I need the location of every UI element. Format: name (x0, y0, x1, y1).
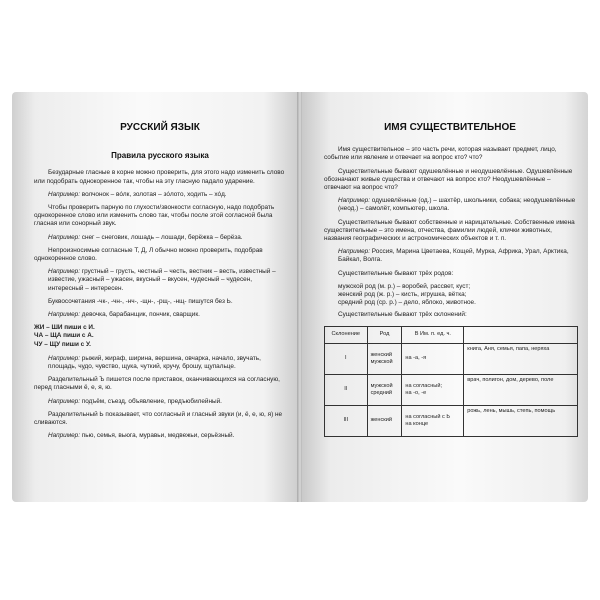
page-title: ИМЯ СУЩЕСТВИТЕЛЬНОЕ (384, 122, 516, 133)
example-line (34, 311, 286, 319)
declension-number: I (325, 343, 368, 374)
declension-number: II (325, 374, 368, 405)
declension-number: III (325, 405, 368, 436)
example-text: рыжий, жираф, ширина, вершина, овчарка, начало, звучать, площадь, чудо, чувство, щука, чуткий, кручу, брошу, щупальце. (48, 354, 261, 371)
table-row (325, 405, 578, 436)
example-line (34, 191, 286, 199)
book-spread (12, 92, 588, 502)
rule-paragraph: Разделительный Ь показывает, что согласный и гласный звуки (и, ё, е, ю, я) не сливаются. (34, 410, 283, 427)
spelling-rules (34, 324, 286, 349)
rule-paragraph: Разделительный Ъ пишется после приставок, оканчивающихся на согласную, перед гласными ё, е, я, ю. (34, 376, 280, 392)
left-page (12, 92, 298, 502)
gender-item: женский род (ж. р.) – кисть, игрушка, вётка; (338, 291, 467, 299)
examples-cell: рожь, лень, мышь, степь, помощь (464, 405, 578, 436)
column-header: Род (367, 326, 402, 343)
page-title: РУССКИЙ ЯЗЫК (120, 122, 200, 133)
column-header (464, 326, 578, 343)
example-label: Например: (48, 354, 80, 362)
gender-list (324, 283, 576, 308)
rule-paragraph: Безударные гласные в корне можно проверить, для этого надо изменить слово или подобрать однокоренное так, чтобы на эту гласную падало ударение. (34, 169, 285, 185)
rule-paragraph: Непроизносимые согласные Т, Д, Л обычно можно проверить, подобрав однокоренное слово. (34, 246, 263, 263)
example-label: Например: (338, 248, 370, 256)
example-text: Россия, Марина Цветаева, Кощей, Мурка, Африка, Урал, Арктика, Байкал, Волга. (338, 248, 569, 264)
example-label: Например: (48, 190, 80, 198)
rule-paragraph: Буквосочетания -чк-, -чн-, -нч-, -щн-, -рщ-, -нщ- пишутся без Ь. (48, 297, 233, 305)
rule-paragraph: Существительные бывают одушевлённые и неодушевлённые. Одушевлённые обозначают живые существа и отвечают на вопрос кто? Неодушевлённые – отвечают на вопрос что? (324, 167, 573, 192)
example-text: снег – снеговик, лошадь – лошади, берёжка – берёза. (81, 233, 243, 241)
rule-paragraph: Существительные бывают собственные и нарицательные. Собственные имена существительные – это имена, отчества, фамилии людей, клички животных, названия географических и астрономических объектов и т. п. (324, 218, 575, 243)
example-text: пью, семья, вьюга, муравьи, медвежьи, серьёзный. (81, 432, 235, 440)
example-line (34, 398, 286, 406)
declension-table (324, 326, 578, 437)
gender-item: средний род (ср. р.) – дело, яблоко, животное. (338, 299, 476, 307)
rule-cha-shcha: ЧА – ЩА пиши с А. (34, 332, 94, 340)
ending-cell: на согласный; на -о, -е (402, 374, 464, 405)
example-line (34, 432, 286, 440)
example-label: Например: (48, 397, 80, 405)
rule-zhi-shi: ЖИ – ШИ пиши с И. (34, 324, 95, 332)
column-header: Склонение (325, 326, 368, 343)
right-page (302, 92, 588, 502)
example-line (34, 234, 286, 242)
ending-cell: на -а, -я (402, 343, 464, 374)
column-header: В Им. п. ед. ч. (402, 326, 464, 343)
rule-paragraph: Существительные бывают трёх родов: (338, 269, 454, 277)
table-header-row (325, 326, 578, 343)
example-label: Например: (48, 311, 80, 319)
example-text: девочка, барабанщик, пончик, сварщик. (81, 311, 200, 319)
examples-cell: врач, полигон, дом, дерево, поле (464, 374, 578, 405)
rule-chu-shchu: ЧУ – ЩУ пиши с У. (34, 340, 91, 348)
table-row (325, 343, 578, 374)
table-row (325, 374, 578, 405)
page-subtitle: Правила русского языка (111, 151, 209, 161)
example-line (34, 355, 286, 371)
gender-cell: мужской средний (367, 374, 402, 405)
gender-item: мужской род (м. р.) – воробей, рассвет, куст; (338, 282, 471, 290)
example-label: Например: (48, 268, 80, 276)
gender-cell: женский мужской (367, 343, 402, 374)
ending-cell: на согласный с Ь на конце (402, 405, 464, 436)
example-line (34, 268, 286, 293)
example-text: волчонок – вóлк, золотая – зóлото, ходить – хóд. (81, 190, 227, 198)
examples-cell: книга, Аня, семья, папа, неряха (464, 343, 578, 374)
example-label: Например: (48, 432, 80, 440)
example-label: Например: (338, 197, 370, 205)
rule-paragraph: Существительные бывают трёх склонений: (338, 311, 467, 319)
example-text: одушевлённые (од.) – шахтёр, школьники, собака; неодушевлённые (неод.) – самолёт, компьютер, школа. (338, 197, 576, 213)
rule-paragraph: Чтобы проверить парную по глухости/звонкости согласную, надо подобрать однокоренное слово или изменить слово так, чтобы после этой согласной была гласная или сонорный звук. (34, 204, 275, 228)
example-label: Например: (48, 233, 80, 241)
example-text: подъём, съезд, объявление, предъюбилейный. (81, 397, 222, 405)
example-text: грустный – грусть, честный – честь, вестник – весть, известный – известие, ужасный – ужасен, вкусный – вкусен, чудесный – чудесен, интересный – интересен. (48, 268, 276, 292)
gender-cell: женский (367, 405, 402, 436)
definition-paragraph: Имя существительное – это часть речи, которая называет предмет, лицо, событие или явление и отвечает на вопрос кто? что? (324, 146, 557, 162)
example-line (324, 248, 576, 264)
example-line (324, 197, 576, 213)
